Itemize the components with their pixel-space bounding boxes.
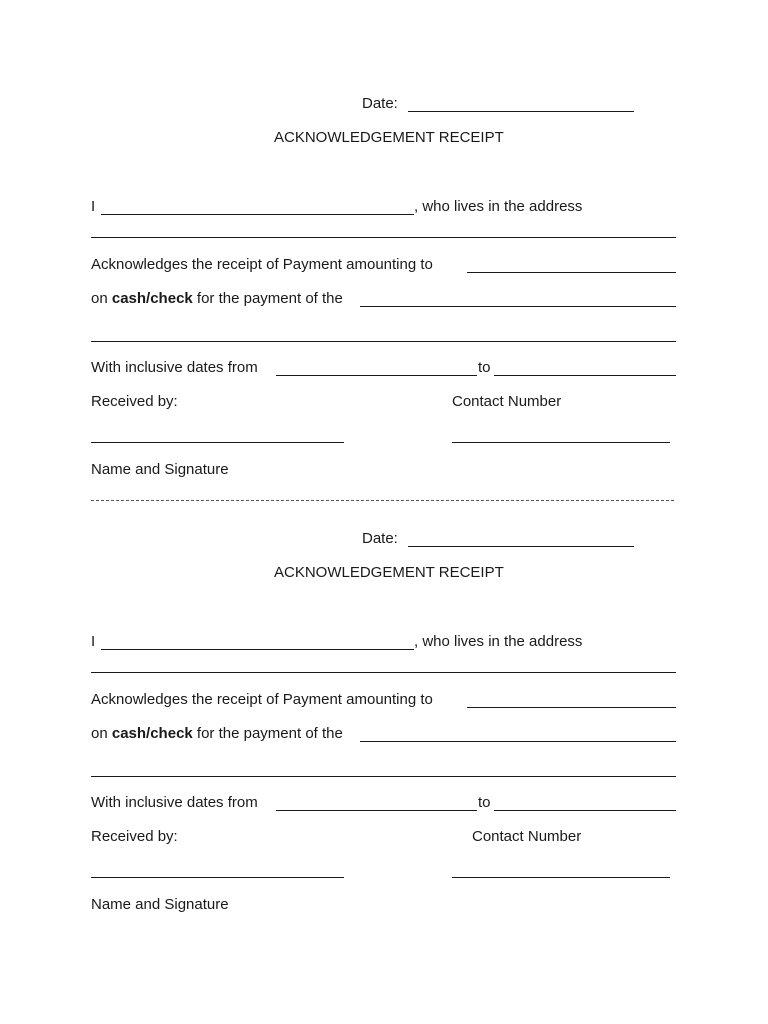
dates-label: With inclusive dates from xyxy=(91,359,258,376)
date-from-field[interactable] xyxy=(276,810,477,811)
payment-label: Acknowledges the receipt of Payment amounting to xyxy=(91,691,433,708)
date-label: Date: xyxy=(362,530,398,547)
contact-number-label: Contact Number xyxy=(452,393,562,410)
name-signature-label: Name and Signature xyxy=(91,461,229,478)
date-label: Date: xyxy=(362,95,398,112)
date-to-field[interactable] xyxy=(494,375,676,376)
contact-number-field[interactable] xyxy=(452,877,670,878)
cash-check-label: cash/check xyxy=(111,725,193,742)
payment-label: Acknowledges the receipt of Payment amounting to xyxy=(91,256,433,273)
payer-name-field[interactable] xyxy=(101,214,414,215)
to-label: to xyxy=(478,359,491,376)
amount-field[interactable] xyxy=(467,707,676,708)
payment-purpose-field[interactable] xyxy=(360,741,676,742)
received-by-label: Received by: xyxy=(91,828,178,845)
payment-purpose-field[interactable] xyxy=(360,306,676,307)
date-to-field[interactable] xyxy=(494,810,676,811)
receipt-title: ACKNOWLEDGEMENT RECEIPT xyxy=(274,129,504,146)
payment-method-label: on cash/check for the payment of the xyxy=(91,290,343,307)
address-field[interactable] xyxy=(91,672,676,673)
cash-check-label: cash/check xyxy=(111,290,193,307)
payment-method-label: on cash/check for the payment of the xyxy=(91,725,343,742)
payment-purpose-field-2[interactable] xyxy=(91,341,676,342)
date-field[interactable] xyxy=(408,111,634,112)
signature-field[interactable] xyxy=(91,877,344,878)
received-by-label: Received by: xyxy=(91,393,178,410)
receipt-title: ACKNOWLEDGEMENT RECEIPT xyxy=(274,564,504,581)
contact-number-label: Contact Number xyxy=(472,828,582,845)
receipt-form-1 xyxy=(0,0,768,478)
address-label: , who lives in the address xyxy=(414,198,583,215)
date-from-field[interactable] xyxy=(276,375,477,376)
amount-field[interactable] xyxy=(467,272,676,273)
date-field[interactable] xyxy=(408,546,634,547)
to-label: to xyxy=(478,794,491,811)
receipt-form-2 xyxy=(0,435,768,913)
i-label: I xyxy=(91,198,96,215)
i-label: I xyxy=(91,633,96,650)
payer-name-field[interactable] xyxy=(101,649,414,650)
dates-label: With inclusive dates from xyxy=(91,794,258,811)
name-signature-label: Name and Signature xyxy=(91,896,229,913)
address-field[interactable] xyxy=(91,237,676,238)
address-label: , who lives in the address xyxy=(414,633,583,650)
payment-purpose-field-2[interactable] xyxy=(91,776,676,777)
